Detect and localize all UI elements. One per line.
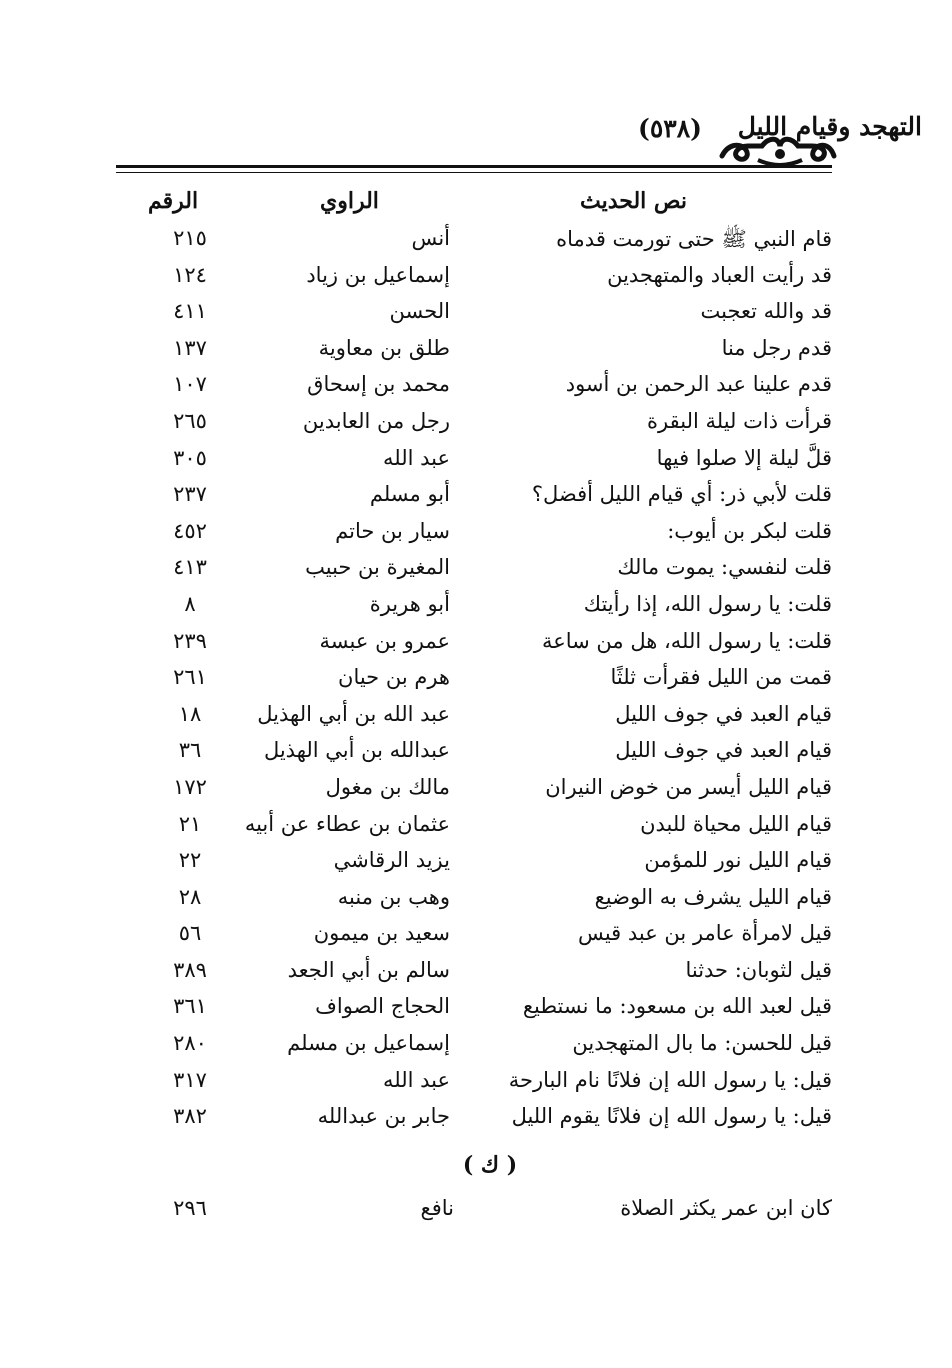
narrator: مالك بن مغول [325, 774, 450, 799]
hadith-number: ٢٨٠ [173, 1031, 207, 1056]
narrator: إسماعيل بن مسلم [287, 1031, 450, 1056]
hadith-number: ٣٨٩ [173, 957, 207, 982]
table-row [0, 771, 952, 808]
narrator: الحسن [389, 299, 450, 324]
narrator: الحجاج الصواف [315, 994, 450, 1019]
hadith-number: ١٢٤ [173, 262, 207, 287]
header-rule-thick [116, 165, 832, 168]
hadith-text: قلَّ ليلة إلا صلوا فيها [656, 445, 832, 470]
table-row [0, 222, 952, 259]
hadith-text: قد والله تعجبت [700, 299, 832, 324]
column-header-number: الرقم [148, 188, 199, 214]
narrator: أبو مسلم [369, 482, 450, 507]
table-row [0, 442, 952, 479]
hadith-number: ٢٣٩ [173, 628, 207, 653]
table-row [0, 515, 952, 552]
hadith-number: ٣٠٥ [173, 445, 207, 470]
table-row [0, 698, 952, 735]
hadith-number: ٣٦١ [173, 994, 207, 1019]
hadith-number: ٥٦ [178, 921, 202, 946]
hadith-text: قيل: يا رسول الله إن فلانًا نام البارحة [508, 1067, 832, 1092]
hadith-text: قدم علينا عبد الرحمن بن أسود [565, 372, 832, 397]
table-row [0, 405, 952, 442]
narrator: أنس [411, 226, 450, 250]
narrator: المغيرة بن حبيب [305, 555, 450, 580]
hadith-text: قيل للحسن: ما بال المتهجدين [572, 1031, 832, 1056]
narrator: وهب بن منبه [337, 884, 450, 909]
table-row [0, 661, 952, 698]
table-row [0, 734, 952, 771]
narrator: إسماعيل بن زياد [306, 262, 450, 287]
narrator: أبو هريرة [369, 591, 450, 616]
hadith-text: قيام الليل أيسر من خوض النيران [545, 774, 832, 799]
narrator: جابر بن عبدالله [317, 1104, 450, 1129]
hadith-number: ٢٩٦ [173, 1196, 207, 1220]
narrator: محمد بن إسحاق [307, 372, 450, 397]
narrator: عبد الله [382, 1067, 450, 1092]
table-row [0, 368, 952, 405]
table-row [0, 917, 952, 954]
hadith-text: قلت لنفسي: يموت مالك [617, 555, 832, 580]
hadith-text: قيام الليل نور للمؤمن [644, 848, 832, 873]
hadith-text: قيل لعبد الله بن مسعود: ما نستطيع [522, 994, 832, 1019]
table-row [0, 808, 952, 845]
table-row [0, 478, 952, 515]
narrator: سعيد بن ميمون [313, 921, 450, 946]
narrator: عثمان بن عطاء عن أبيه [244, 811, 450, 836]
hadith-text: قلت: يا رسول الله، إذا رأيتك [583, 591, 832, 616]
table-row [0, 332, 952, 369]
narrator: رجل من العابدين [302, 408, 450, 433]
index-table [0, 222, 952, 1137]
hadith-text: قيل لثوبان: حدثنا [685, 957, 832, 982]
hadith-number: ١٠٧ [173, 372, 207, 397]
hadith-text: قمت من الليل فقرأت ثلثًا [610, 665, 832, 690]
column-header-narrator: الراوي [320, 188, 379, 214]
hadith-text: كان ابن عمر يكثر الصلاة [620, 1196, 832, 1220]
hadith-number: ٣٦ [178, 738, 202, 763]
hadith-number: ٣١٧ [173, 1067, 207, 1092]
table-row [0, 844, 952, 881]
hadith-text: قدم رجل منا [721, 335, 832, 360]
hadith-text: قيام العبد في جوف الليل [615, 738, 832, 763]
section-letter-heading: ( ك ) [462, 1152, 518, 1178]
narrator: يزيد الرقاشي [333, 848, 450, 873]
column-header-text: نص الحديث [579, 188, 687, 214]
hadith-number: ٢٣٧ [173, 482, 207, 507]
narrator: سيار بن حاتم [335, 518, 450, 543]
table-row [0, 990, 952, 1027]
table-row [0, 259, 952, 296]
table-row [0, 1064, 952, 1101]
narrator: هرم بن حيان [338, 665, 450, 690]
table-row [0, 295, 952, 332]
hadith-text: قيام الليل محياة للبدن [640, 811, 832, 836]
hadith-number: ٨ [184, 591, 196, 616]
hadith-number: ٤١٣ [173, 555, 207, 580]
table-row [0, 1100, 952, 1137]
hadith-number: ١٧٢ [173, 774, 207, 799]
table-row [0, 954, 952, 991]
hadith-text: قلت لأبي ذر: أي قيام الليل أفضل؟ [531, 482, 832, 507]
hadith-text: قيل: يا رسول الله إن فلانًا يقوم الليل [511, 1104, 832, 1129]
table-row [0, 1027, 952, 1064]
hadith-text: قام النبي ﷺ حتى تورمت قدماه [556, 227, 832, 251]
narrator: نافع [420, 1196, 454, 1220]
hadith-text: قرأت ذات ليلة البقرة [647, 408, 832, 433]
hadith-number: ٣٨٢ [173, 1104, 207, 1129]
hadith-number: ١٨ [178, 701, 202, 726]
hadith-number: ٢١ [178, 811, 202, 836]
hadith-number: ٤١١ [173, 299, 207, 324]
table-row [0, 881, 952, 918]
narrator: سالم بن أبي الجعد [287, 957, 450, 982]
narrator: عبد الله [382, 445, 450, 470]
hadith-text: قلت: يا رسول الله، هل من ساعة [541, 628, 832, 653]
hadith-number: ٤٥٢ [173, 518, 207, 543]
narrator: عمرو بن عبسة [319, 628, 450, 653]
page-number: (٥٣٨) [638, 114, 702, 143]
hadith-number: ١٣٧ [173, 335, 207, 360]
hadith-text: قيل لامرأة عامر بن عبد قيس [578, 921, 832, 946]
narrator: عبدالله بن أبي الهذيل [263, 738, 450, 763]
header-rule-thin [116, 172, 832, 173]
hadith-text: قلت لبكر بن أيوب: [667, 518, 832, 543]
hadith-text: قيام العبد في جوف الليل [615, 701, 832, 726]
narrator: عبد الله بن أبي الهذيل [257, 701, 450, 726]
hadith-number: ٢٨ [178, 884, 202, 909]
table-row [0, 625, 952, 662]
hadith-number: ٢١٥ [173, 226, 207, 250]
table-row [0, 551, 952, 588]
hadith-number: ٢٦٥ [173, 408, 207, 433]
hadith-number: ٢٦١ [173, 665, 207, 690]
hadith-text: قد رأيت العباد والمتهجدين [607, 262, 832, 287]
hadith-number: ٢٢ [178, 848, 202, 873]
hadith-text: قيام الليل يشرف به الوضيع [594, 884, 832, 909]
book-title: التهجد وقيام الليل [737, 112, 922, 141]
narrator: طلق بن معاوية [318, 335, 450, 360]
table-row [0, 588, 952, 625]
